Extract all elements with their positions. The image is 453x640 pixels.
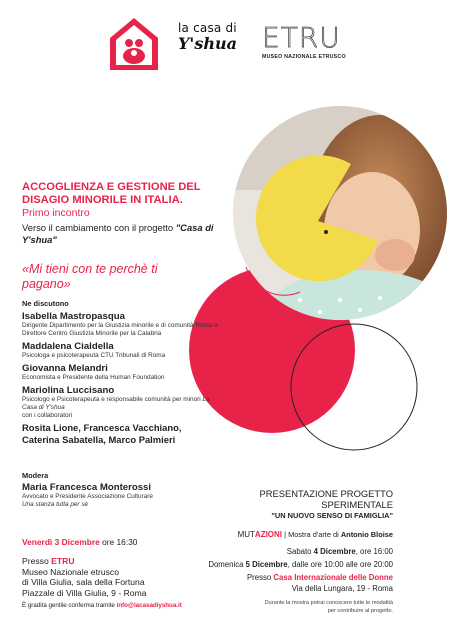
etru-logo-sub: MUSEO NAZIONALE ETRUSCO: [262, 54, 346, 60]
exhibition-mut: [193, 530, 393, 539]
schedule-day-2: [193, 559, 393, 570]
quote-text: «Mi tieni con te perchè ti pagano»: [22, 262, 158, 291]
moderator-role-italic: [22, 501, 222, 509]
event-date-day: Venerdì 3 Dicembre: [22, 537, 100, 547]
sched1-date: 4 Dicembre: [313, 547, 356, 556]
event-address-2: di Villa Giulia, sala della Fortuna: [22, 577, 145, 587]
event-venue: [22, 556, 222, 567]
mut-rest: | Mostra d'arte di: [284, 530, 339, 539]
intro-prefix: Verso il cambiamento con il progetto: [22, 222, 174, 233]
venue-address: Via della Lungara, 19 - Roma: [291, 584, 393, 593]
speaker-name: Giovanna Melandri: [22, 363, 108, 374]
sched2-date: 5 Dicembre: [245, 560, 288, 569]
sched1-time: , ore 16:00: [355, 547, 393, 556]
mut-part2: AZIONI: [254, 530, 283, 539]
rsvp-prefix: È gradita gentile conferma tramite: [22, 602, 115, 609]
casa-logo-line1: la casa di: [178, 21, 237, 35]
speaker-role: Dirigente Dipartimento per la Giustizia minorile e di comunità Roma e Direttore Centro Giustizia Minorile per la Calabria: [22, 322, 218, 337]
event-presso-label: Presso: [22, 556, 49, 566]
mut-part1: MUT: [237, 530, 255, 539]
moderator-block: [22, 471, 222, 509]
venue-name: Casa Internazionale delle Donne: [273, 573, 393, 582]
speaker-role: [22, 396, 222, 412]
speaker-role-text: Psicologo e Psicoterapeuta e responsabile comunità per minori: [22, 396, 201, 403]
speaker-name: Maddalena Cialdella: [22, 341, 114, 352]
exhibition-block: [193, 488, 393, 615]
page-title: ACCOGLIENZA E GESTIONE DEL DISAGIO MINORILE IN ITALIA.: [22, 181, 201, 206]
etru-logo-mark: ETRU: [262, 21, 341, 54]
collab-line2: Caterina Sabatella, Marco Palmieri: [22, 434, 176, 445]
house-logo-icon: [108, 16, 160, 72]
speaker-role: Psicologa e psicoterapeuta CTU Tribunali di Roma: [22, 352, 166, 359]
speaker-role: Economista e Presidente della Human Foundation: [22, 374, 165, 381]
page-subtitle: Primo incontro: [22, 207, 90, 219]
sched2-pre: Domenica: [208, 560, 244, 569]
event-date-time: ore 16:30: [102, 537, 138, 547]
event-date: [22, 537, 222, 547]
speaker-name: Isabella Mastropasqua: [22, 311, 125, 322]
event-details: [22, 537, 222, 598]
mut-artist: Antonio Bloise: [340, 530, 393, 539]
moderator-label: Modera: [22, 471, 49, 480]
exhibition-schedule: [193, 546, 393, 594]
venue-pre: Presso: [246, 573, 272, 582]
sched1-pre: Sabato: [286, 547, 312, 556]
speakers-list: [22, 299, 222, 446]
intro-project: "Casa di Y'shua": [22, 222, 214, 245]
speakers-label: Ne discutono: [22, 299, 69, 308]
speaker-role-italic: La Casa di Y'shua: [22, 396, 210, 411]
intro-text: [22, 222, 222, 245]
schedule-day-1: [193, 546, 393, 557]
event-address-1: Museo Nazionale etrusco: [22, 566, 119, 577]
rsvp-text: [22, 602, 182, 609]
note-line-1: Durante la mostra potrai conoscere tutte le modalità: [264, 600, 393, 606]
moderator-name: Maria Francesca Monterossi: [22, 482, 152, 493]
moderator-role: Avvocato e Presidente Associazione Culturare: [22, 493, 153, 500]
exhibition-subtitle: "UN NUOVO SENSO DI FAMIGLIA": [271, 511, 393, 520]
speaker-name: Mariolina Luccisano: [22, 385, 115, 396]
event-address-3: Piazzale di Villa Giulia, 9 - Roma: [22, 587, 147, 598]
collab-line1: Rosita Lione, Francesca Vacchiano,: [22, 422, 182, 433]
casa-logo-line2: Y'shua: [178, 34, 237, 53]
exhibition-title-1: PRESENTAZIONE PROGETTO: [259, 488, 393, 499]
event-presso-venue: ETRU: [51, 556, 75, 566]
sched2-time: , dalle ore 10:00 alle ore 20:00: [287, 560, 393, 569]
rsvp-email-link[interactable]: info@lacasadiyshua.it: [116, 602, 182, 609]
note-line-2: per contribuire al progetto.: [327, 607, 393, 614]
exhibition-title-2: SPERIMENTALE: [321, 499, 393, 510]
casa-logo-text: [178, 22, 238, 53]
schedule-venue: [193, 572, 393, 583]
exhibition-note: [193, 600, 393, 615]
moderator-role-italic-text: Una stanza tutta per sè: [22, 501, 89, 508]
collab-label: con i collaboratori: [22, 412, 73, 419]
etru-logo: [262, 21, 346, 60]
